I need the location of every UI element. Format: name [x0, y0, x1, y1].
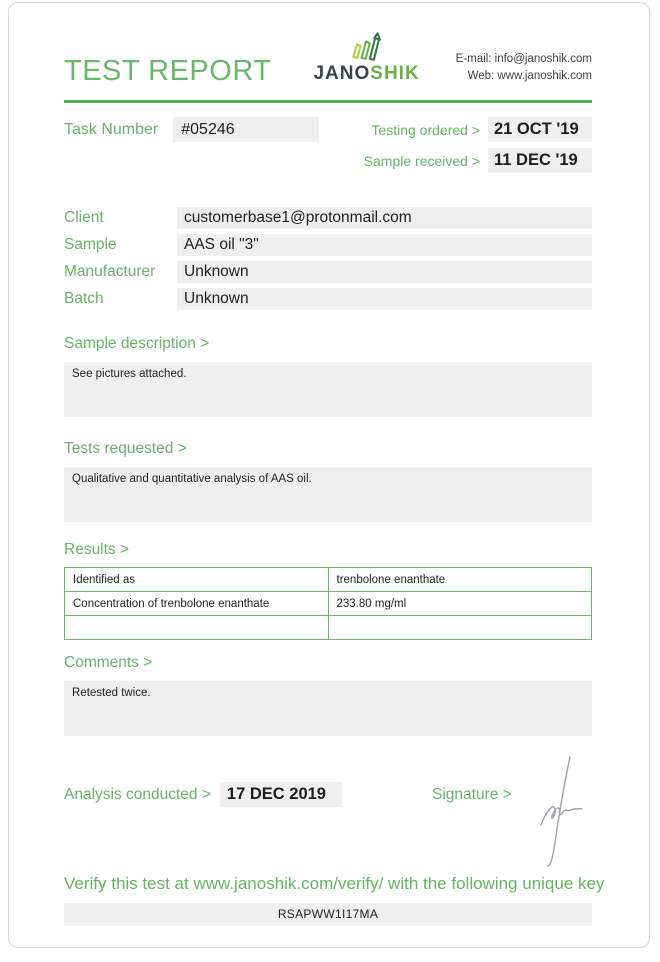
manufacturer-label: Manufacturer — [64, 263, 156, 280]
contact-web: Web: www.janoshik.com — [467, 70, 592, 83]
unique-key: RSAPWW1I17MA — [64, 903, 592, 926]
sample-value: AAS oil "3" — [177, 234, 592, 256]
tests-requested-text: Qualitative and quantitative analysis of AAS oil. — [64, 467, 592, 522]
report-header — [64, 29, 592, 88]
logo-word-jano: JANO — [313, 63, 371, 84]
table-row — [65, 616, 592, 640]
testing-ordered-label: Testing ordered > — [371, 121, 480, 138]
janoshik-logo — [313, 31, 419, 85]
sample-received-label: Sample received > — [363, 152, 480, 169]
comments-heading: Comments > — [64, 654, 153, 671]
task-number-value: #05246 — [173, 117, 319, 142]
sample-received-value: 11 DEC '19 — [488, 148, 592, 173]
info-row-batch — [64, 288, 592, 310]
analysis-conducted-group — [64, 782, 342, 807]
signature-label: Signature > — [432, 786, 512, 803]
comments-text: Retested twice. — [64, 681, 592, 736]
contact-email: E-mail: info@janoshik.com — [455, 53, 592, 65]
result-key-concentration: Concentration of trenbolone enanthate — [65, 592, 329, 616]
task-number-group — [64, 117, 319, 173]
analysis-signature-row — [64, 782, 592, 810]
sample-label: Sample — [64, 236, 117, 253]
header-divider — [64, 100, 592, 103]
signature-image — [514, 754, 586, 869]
sample-received-row — [364, 148, 592, 173]
task-dates-row — [64, 117, 592, 173]
verify-text: Verify this test at www.janoshik.com/verify/ with the following unique key — [64, 874, 605, 893]
logo-wordmark — [313, 63, 419, 85]
info-row-client — [64, 207, 592, 229]
task-number-label: Task Number — [64, 121, 159, 138]
testing-ordered-value: 21 OCT '19 — [488, 117, 592, 142]
table-row — [65, 592, 592, 616]
testing-ordered-row — [364, 117, 592, 142]
client-label: Client — [64, 209, 104, 226]
result-key-identified: Identified as — [65, 568, 329, 592]
analysis-conducted-label: Analysis conducted > — [64, 785, 211, 803]
dates-group — [364, 117, 592, 173]
sample-description-text: See pictures attached. — [64, 362, 592, 417]
logo-word-shik: SHIK — [370, 63, 420, 84]
signature-group — [432, 782, 592, 810]
sample-info-block — [64, 207, 592, 310]
contact-info — [456, 51, 592, 86]
tests-requested-heading: Tests requested > — [64, 440, 187, 457]
batch-value: Unknown — [177, 288, 592, 310]
result-value-empty — [328, 616, 592, 640]
batch-label: Batch — [64, 290, 104, 307]
results-heading: Results > — [64, 541, 130, 558]
info-row-manufacturer — [64, 261, 592, 283]
table-row — [65, 568, 592, 592]
info-row-sample — [64, 234, 592, 256]
report-title: TEST REPORT — [64, 55, 272, 87]
report-card — [8, 2, 650, 948]
result-key-empty — [65, 616, 329, 640]
report-content — [9, 29, 649, 962]
sample-description-heading: Sample description > — [64, 335, 210, 352]
chart-bars-icon — [346, 31, 388, 62]
results-table — [64, 567, 592, 640]
result-value-identified: trenbolone enanthate — [328, 568, 592, 592]
result-value-concentration: 233.80 mg/ml — [328, 592, 592, 616]
analysis-conducted-value: 17 DEC 2019 — [220, 782, 342, 807]
client-value: customerbase1@protonmail.com — [177, 207, 592, 229]
manufacturer-value: Unknown — [177, 261, 592, 283]
